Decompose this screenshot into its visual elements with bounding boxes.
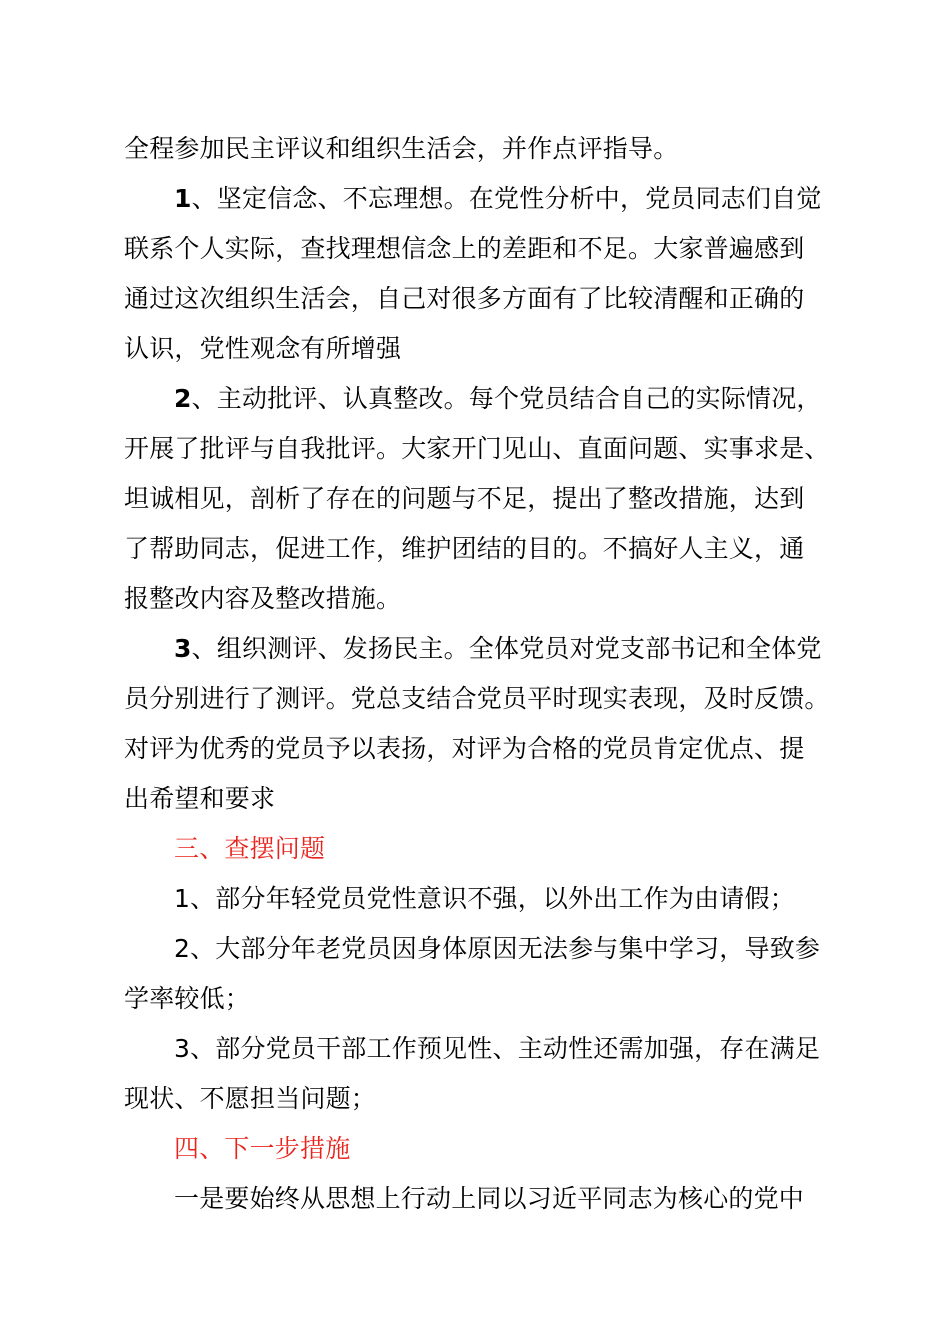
item-text: 、坚定信念、不忘理想。在党性分析中，党员同志们自觉 xyxy=(191,184,822,213)
paragraph-line: 通过这次组织生活会，自己对很多方面有了比较清醒和正确的 xyxy=(124,284,805,313)
paragraph-line: 联系个人实际，查找理想信念上的差距和不足。大家普遍感到 xyxy=(124,234,805,263)
item-1-line xyxy=(174,174,822,224)
problem-item-2: 2、大部分年老党员因身体原因无法参与集中学习，导致参 xyxy=(174,934,821,963)
paragraph-line: 出希望和要求 xyxy=(124,784,276,813)
item-text: 、组织测评、发扬民主。全体党员对党支部书记和全体党 xyxy=(191,634,822,663)
item-number: 2 xyxy=(174,384,192,413)
paragraph-line: 了帮助同志，促进工作，维护团结的目的。不搞好人主义，通 xyxy=(124,534,805,563)
paragraph-line: 对评为优秀的党员予以表扬，对评为合格的党员肯定优点、提 xyxy=(124,734,805,763)
item-number: 3 xyxy=(174,634,192,663)
section-heading-3: 三、查摆问题 xyxy=(174,834,326,863)
paragraph-line: 现状、不愿担当问题； xyxy=(124,1084,377,1113)
item-text: 、主动批评、认真整改。每个党员结合自己的实际情况， xyxy=(191,384,822,413)
problem-item-3: 3、部分党员干部工作预见性、主动性还需加强，存在满足 xyxy=(174,1034,821,1063)
paragraph-line: 报整改内容及整改措施。 xyxy=(124,584,402,613)
item-3-line xyxy=(174,624,822,674)
paragraph-line: 学率较低； xyxy=(124,984,251,1013)
paragraph-line: 员分别进行了测评。党总支结合党员平时现实表现，及时反馈。 xyxy=(124,684,830,713)
paragraph-line: 开展了批评与自我批评。大家开门见山、直面问题、实事求是、 xyxy=(124,434,830,463)
item-number: 1 xyxy=(174,184,192,213)
problem-item-1: 1、部分年轻党员党性意识不强，以外出工作为由请假； xyxy=(174,884,795,913)
paragraph-line: 认识，党性观念有所增强 xyxy=(124,334,402,363)
paragraph-line: 坦诚相见，剖析了存在的问题与不足，提出了整改措施，达到 xyxy=(124,484,805,513)
item-2-line xyxy=(174,374,822,424)
paragraph-line: 全程参加民主评议和组织生活会，并作点评指导。 xyxy=(124,134,679,163)
section-heading-4: 四、下一步措施 xyxy=(174,1134,351,1163)
measure-item-1: 一是要始终从思想上行动上同以习近平同志为核心的党中 xyxy=(174,1184,805,1213)
